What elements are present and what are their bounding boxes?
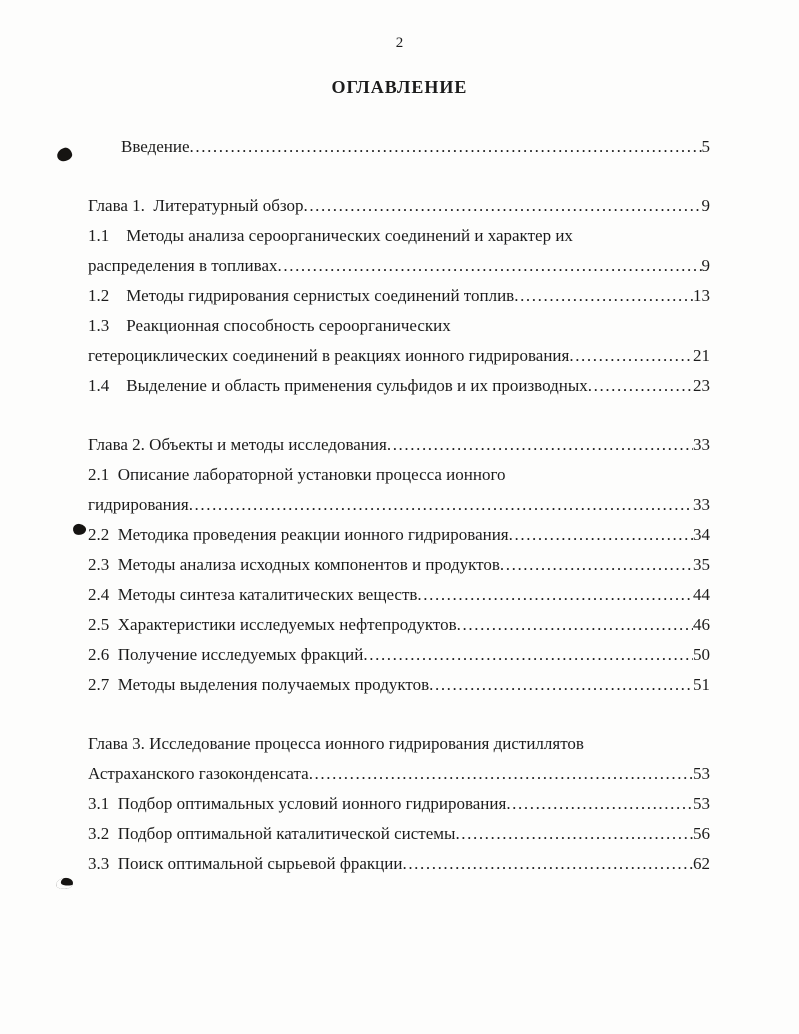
toc-page-ref: 9 (701, 196, 710, 215)
toc-entry-1-3 (88, 311, 710, 371)
dot-leader (457, 610, 693, 640)
toc-page-ref: 21 (693, 346, 710, 365)
dot-leader (189, 490, 693, 520)
dot-leader (303, 191, 701, 221)
toc-page-ref: 33 (693, 435, 710, 454)
toc-entry-1-2 (88, 281, 710, 311)
toc-page-ref: 35 (693, 555, 710, 574)
toc-line (88, 311, 710, 341)
toc-entry-2-7 (88, 670, 710, 700)
toc-line (88, 191, 710, 221)
toc-page-ref: 53 (693, 794, 710, 813)
toc-entry-2-6 (88, 640, 710, 670)
toc-entry-text: 3.3 Поиск оптимальной сырьевой фракции (88, 854, 403, 873)
toc-entry-text: Глава 2. Объекты и методы исследования (88, 435, 387, 454)
ink-smudge-icon (55, 877, 73, 890)
dot-leader (500, 550, 693, 580)
toc-entry-chapter-2 (88, 430, 710, 460)
toc-entry-text: 1.2 Методы гидрирования сернистых соединений топлив (88, 286, 515, 305)
dot-leader (387, 430, 693, 460)
toc-line (88, 251, 710, 281)
toc-page-ref: 34 (693, 525, 710, 544)
toc-page-ref: 9 (701, 256, 710, 275)
toc-entry-2-2 (88, 520, 710, 550)
toc-line (88, 520, 710, 550)
dot-leader (278, 251, 702, 281)
toc-entry-text: гидрирования (88, 495, 189, 514)
toc-entry-1-4 (88, 371, 710, 401)
toc-entry-text: 1.3 Реакционная способность сероорганических (88, 316, 451, 335)
toc-line (88, 221, 710, 251)
toc-entry-text: Астраханского газоконденсата (88, 764, 309, 783)
dot-leader (569, 341, 693, 371)
dot-leader (417, 580, 693, 610)
toc-entry-text: гетероциклических соединений в реакциях ионного гидрирования (88, 346, 570, 365)
toc-page-ref: 5 (701, 137, 710, 156)
toc-page-ref: 44 (693, 585, 710, 604)
dot-leader (455, 819, 693, 849)
toc-line (88, 729, 710, 759)
toc-page-ref: 46 (693, 615, 710, 634)
toc-line (88, 341, 710, 371)
toc-line (88, 550, 710, 580)
toc-entry-1-1 (88, 221, 710, 281)
toc-page-ref: 50 (693, 645, 710, 664)
toc-line (88, 789, 710, 819)
dot-leader (588, 371, 693, 401)
ink-smudge-icon (72, 523, 87, 536)
toc-entry-3-1 (88, 789, 710, 819)
toc-entry-text: 2.2 Методика проведения реакции ионного гидрирования (88, 525, 509, 544)
toc-entry-2-3 (88, 550, 710, 580)
toc-entry-text: Глава 1. Литературный обзор (88, 196, 304, 215)
toc-entry-text: 1.4 Выделение и область применения сульфидов и их производных (88, 376, 588, 395)
dot-leader (509, 520, 693, 550)
dot-leader (514, 281, 693, 311)
toc-title: ОГЛАВЛЕНИЕ (331, 77, 468, 97)
toc-entry-text: 3.2 Подбор оптимальной каталитической системы (88, 824, 456, 843)
toc-entry-3-2 (88, 819, 710, 849)
dot-leader (429, 670, 693, 700)
dot-leader (363, 640, 693, 670)
dot-leader (506, 789, 693, 819)
toc-page-ref: 33 (693, 495, 710, 514)
toc-entry-text: 2.7 Методы выделения получаемых продуктов (88, 675, 430, 694)
toc-entry-text: 2.4 Методы синтеза каталитических веществ (88, 585, 418, 604)
toc-line (88, 430, 710, 460)
dot-leader (402, 849, 693, 879)
toc-entry-text: распределения в топливах (88, 256, 278, 275)
toc-entry-2-5 (88, 610, 710, 640)
toc-entry-text: 1.1 Методы анализа сероорганических соединений и характер их (88, 226, 573, 245)
toc-entry-text: 2.5 Характеристики исследуемых нефтепродуктов (88, 615, 457, 634)
toc-line (88, 580, 710, 610)
dot-leader (309, 759, 693, 789)
toc-entry-text: 2.1 Описание лабораторной установки процесса ионного (88, 465, 506, 484)
toc-page-ref: 62 (693, 854, 710, 873)
toc-line (88, 849, 710, 879)
toc-line (88, 610, 710, 640)
toc-entry-chapter-3 (88, 729, 710, 789)
page-number: 2 (395, 35, 404, 51)
toc-line (121, 132, 710, 162)
toc-entry-text: 2.6 Получение исследуемых фракций (88, 645, 364, 664)
toc-entry-text: 2.3 Методы анализа исходных компонентов и продуктов (88, 555, 500, 574)
dot-leader (190, 132, 702, 162)
toc-line (88, 759, 710, 789)
toc-entry-2-4 (88, 580, 710, 610)
toc-entry-text: Введение (121, 137, 190, 156)
toc-line (88, 371, 710, 401)
toc-entry-text: 3.1 Подбор оптимальных условий ионного гидрирования (88, 794, 507, 813)
toc-line (88, 490, 710, 520)
toc-page-ref: 13 (693, 286, 710, 305)
toc-line (88, 281, 710, 311)
toc-page-ref: 51 (693, 675, 710, 694)
toc-line (88, 819, 710, 849)
toc-entry-text: Глава 3. Исследование процесса ионного гидрирования дистиллятов (88, 734, 584, 753)
toc-entry-chapter-1 (88, 191, 710, 221)
ink-smudge-icon (56, 146, 74, 162)
toc-entry-2-1 (88, 460, 710, 520)
toc-line (88, 460, 710, 490)
toc-line (88, 640, 710, 670)
toc-page-ref: 53 (693, 764, 710, 783)
table-of-contents (88, 132, 710, 879)
toc-line (88, 670, 710, 700)
toc-entry-introduction (88, 132, 710, 162)
toc-page-ref: 23 (693, 376, 710, 395)
toc-entry-3-3 (88, 849, 710, 879)
toc-page-ref: 56 (693, 824, 710, 843)
